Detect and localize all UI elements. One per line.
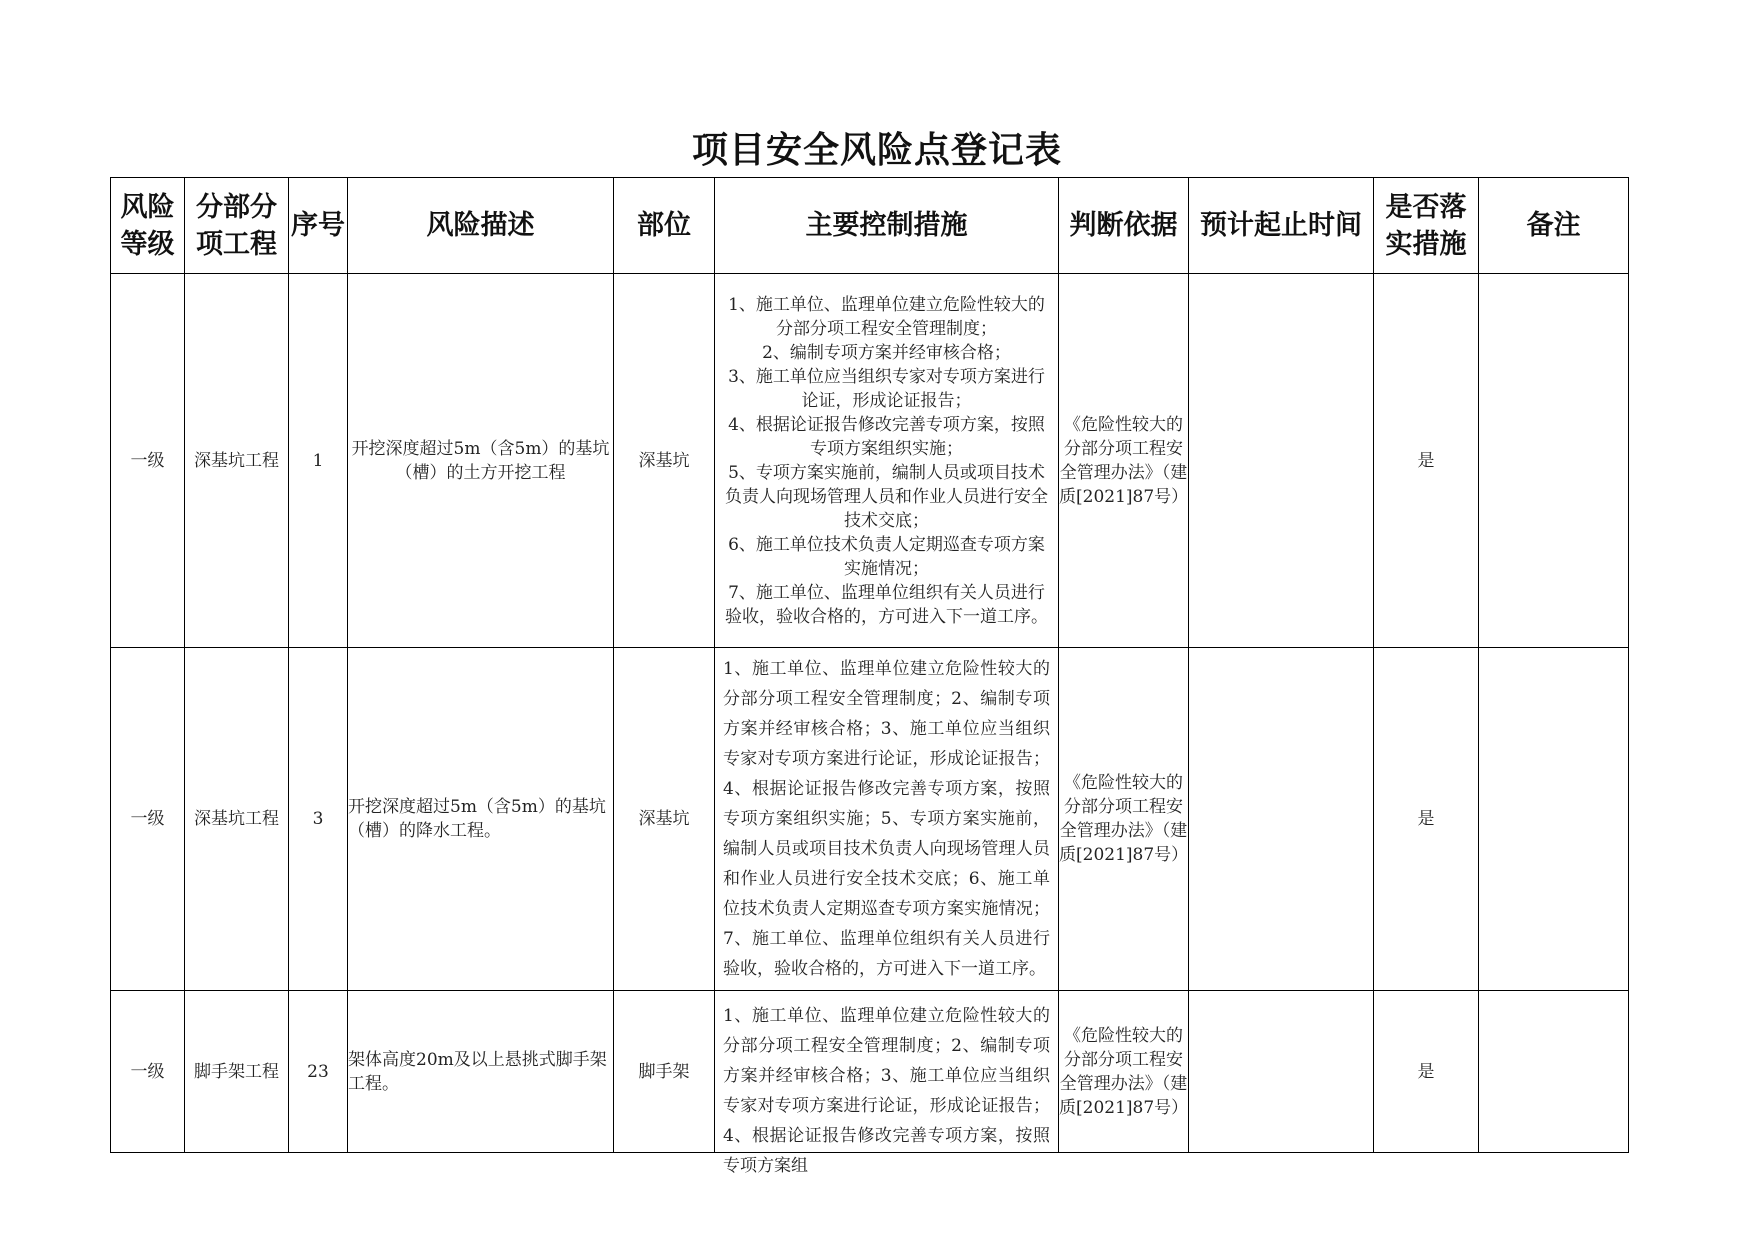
cell-remarks — [1479, 648, 1629, 991]
control-measure-item: 6、施工单位技术负责人定期巡查专项方案实施情况； — [728, 534, 1045, 579]
control-measure-item: 2、编制专项方案并经审核合格； — [762, 342, 1011, 363]
cell-risk-description: 开挖深度超过5m（含5m）的基坑（槽）的土方开挖工程 — [348, 274, 614, 648]
cell-risk-level: 一级 — [111, 991, 185, 1153]
header-remarks: 备注 — [1479, 178, 1629, 274]
cell-location: 深基坑 — [614, 648, 715, 991]
table-row — [111, 648, 1629, 991]
cell-control-measures — [715, 991, 1059, 1176]
cell-risk-level: 一级 — [111, 648, 185, 991]
cell-schedule — [1189, 991, 1374, 1153]
cell-risk-level: 一级 — [111, 274, 185, 648]
cell-location: 深基坑 — [614, 274, 715, 648]
cell-basis: 《危险性较大的分部分项工程安全管理办法》（建质[2021]87号） — [1059, 991, 1189, 1153]
cell-subproject: 深基坑工程 — [185, 274, 289, 648]
cell-schedule — [1189, 274, 1374, 648]
control-measures-list — [715, 293, 1058, 629]
table-header-row — [111, 178, 1629, 274]
header-risk-description: 风险描述 — [348, 178, 614, 274]
cell-subproject: 深基坑工程 — [185, 648, 289, 991]
cell-implemented: 是 — [1374, 648, 1479, 991]
cell-schedule — [1189, 648, 1374, 991]
cell-subproject: 脚手架工程 — [185, 991, 289, 1153]
cell-index: 23 — [289, 991, 348, 1153]
cell-implemented: 是 — [1374, 991, 1479, 1153]
control-measure-item: 3、施工单位应当组织专家对专项方案进行论证，形成论证报告； — [728, 366, 1045, 411]
page-title: 项目安全风险点登记表 — [691, 129, 1062, 171]
cell-control-measures — [715, 274, 1059, 648]
cell-control-measures — [715, 648, 1059, 991]
control-measure-item: 4、根据论证报告修改完善专项方案，按照专项方案组织实施； — [728, 414, 1045, 459]
cell-location: 脚手架 — [614, 991, 715, 1153]
risk-register-table — [110, 177, 1629, 1176]
control-measures-text: 1、施工单位、监理单位建立危险性较大的分部分项工程安全管理制度；2、编制专项方案并经审核合格；3、施工单位应当组织专家对专项方案进行论证，形成论证报告；4、根据论证报告修改完善专项方案，按照专项方案组 — [723, 1005, 1050, 1176]
cell-risk-description: 架体高度20m及以上悬挑式脚手架工程。 — [348, 991, 614, 1153]
control-measure-item: 1、施工单位、监理单位建立危险性较大的分部分项工程安全管理制度； — [728, 294, 1045, 339]
header-index: 序号 — [289, 178, 348, 274]
cell-basis: 《危险性较大的分部分项工程安全管理办法》（建质[2021]87号） — [1059, 274, 1189, 648]
cell-remarks — [1479, 991, 1629, 1153]
header-basis: 判断依据 — [1059, 178, 1189, 274]
table-row — [111, 991, 1629, 1153]
cell-risk-description: 开挖深度超过5m（含5m）的基坑（槽）的降水工程。 — [348, 648, 614, 991]
header-risk-level: 风险等级 — [111, 178, 185, 274]
cell-remarks — [1479, 274, 1629, 648]
header-location: 部位 — [614, 178, 715, 274]
table-row — [111, 274, 1629, 648]
header-subproject: 分部分项工程 — [185, 178, 289, 274]
header-control-measures: 主要控制措施 — [715, 178, 1059, 274]
header-implemented: 是否落实措施 — [1374, 178, 1479, 274]
cell-basis: 《危险性较大的分部分项工程安全管理办法》（建质[2021]87号） — [1059, 648, 1189, 991]
cell-implemented: 是 — [1374, 274, 1479, 648]
control-measures-text: 1、施工单位、监理单位建立危险性较大的分部分项工程安全管理制度；2、编制专项方案并经审核合格；3、施工单位应当组织专家对专项方案进行论证，形成论证报告；4、根据论证报告修改完善专项方案，按照专项方案组织实施；5、专项方案实施前，编制人员或项目技术负责人向现场管理人员和作业人员进行安全技术交底；6、施工单位技术负责人定期巡查专项方案实施情况；7、施工单位、监理单位组织有关人员进行验收，验收合格的，方可进入下一道工序。 — [723, 659, 1050, 979]
header-schedule: 预计起止时间 — [1189, 178, 1374, 274]
control-measure-item: 5、专项方案实施前，编制人员或项目技术负责人向现场管理人员和作业人员进行安全技术交底； — [725, 462, 1048, 531]
cell-index: 1 — [289, 274, 348, 648]
cell-index: 3 — [289, 648, 348, 991]
control-measure-item: 7、施工单位、监理单位组织有关人员进行验收，验收合格的，方可进入下一道工序。 — [725, 582, 1048, 627]
